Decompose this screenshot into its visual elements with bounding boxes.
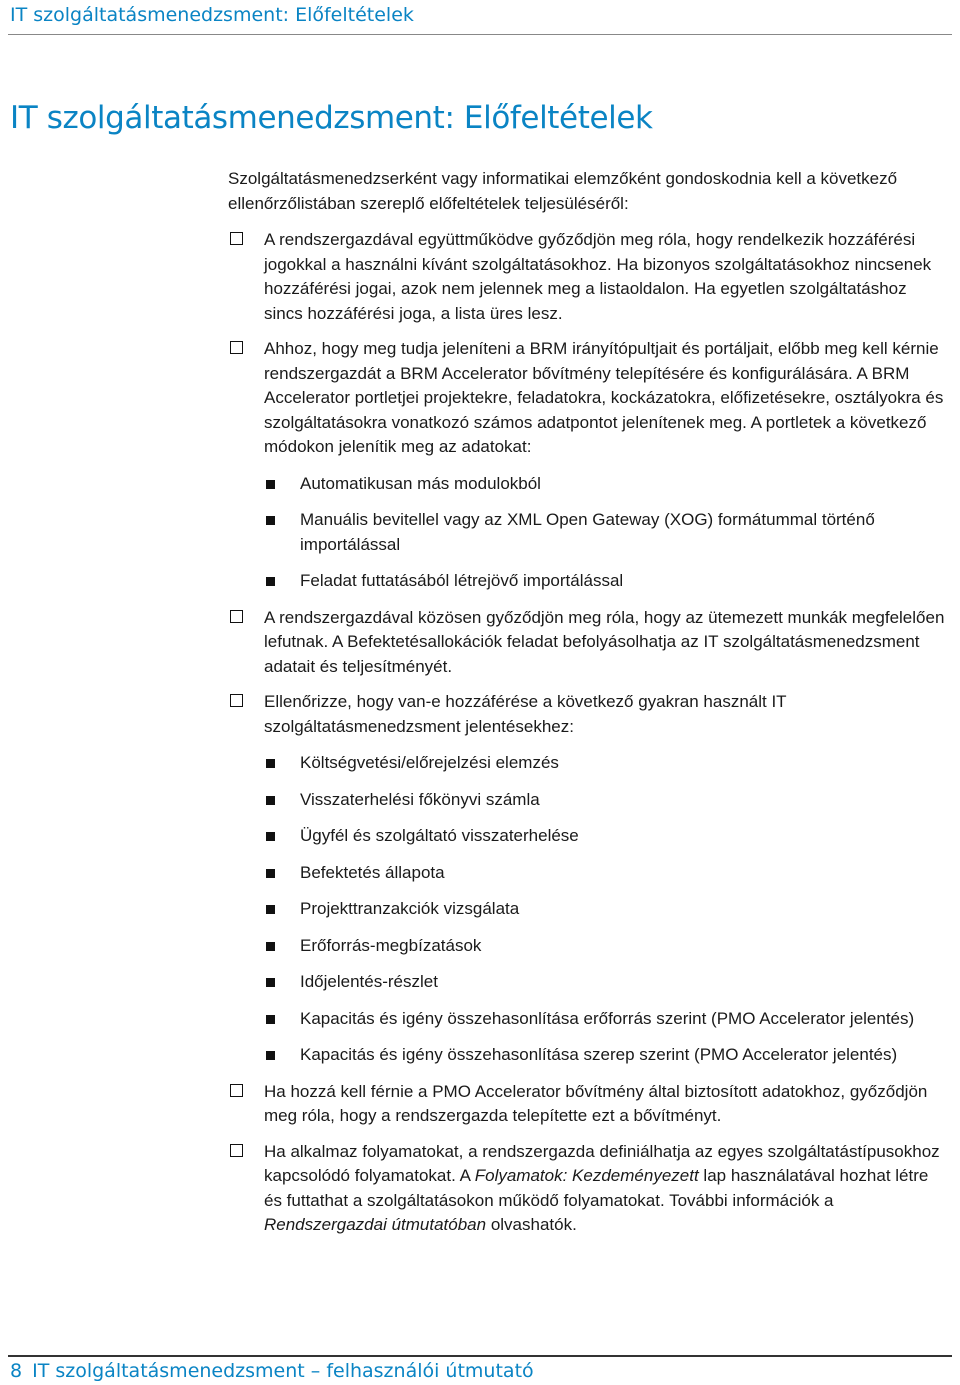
checklist-item [228,337,948,594]
square-bullet-icon [266,480,275,489]
sub-bullet-text: Ügyfél és szolgáltató visszaterhelése [300,826,579,845]
ui-reference-italic: Folyamatok: Kezdeményezett [474,1166,699,1185]
text-segment: Ha alkalmaz folyamatokat, a rendszergazda definiálhatja az egyes szolgáltatástípusokhoz kapcsolódó folyamatokat. A [264,1141,940,1185]
page-footer [10,1360,534,1382]
sub-bullet-item [264,861,948,886]
guide-reference-italic: Rendszergazdai útmutatóban [264,1215,487,1234]
sub-bullet-item [264,751,948,776]
text-segment: olvashatók. [486,1215,577,1234]
sub-bullet-text: Költségvetési/előrejelzési elemzés [300,753,559,772]
checkbox-icon [230,341,243,354]
footer-label: IT szolgáltatásmenedzsment – felhasználói útmutató [32,1360,534,1382]
sub-bullet-text: Időjelentés-részlet [300,972,438,991]
checklist-item [228,1140,948,1238]
square-bullet-icon [266,796,275,805]
header-rule [8,34,952,35]
checkbox-icon [230,694,243,707]
square-bullet-icon [266,905,275,914]
square-bullet-icon [266,1051,275,1060]
page-number: 8 [10,1360,23,1382]
sub-bullet-text: Kapacitás és igény összehasonlítása erőforrás szerint (PMO Accelerator jelentés) [300,1008,915,1028]
sub-bullet-item [264,472,948,497]
intro-paragraph: Szolgáltatásmenedzserként vagy informatikai elemzőként gondoskodnia kell a következő ellenőrzőlistában szereplő előfeltételek teljesüléséről: [228,169,898,213]
checklist-item [228,1080,948,1129]
sub-bullet-item [264,788,948,813]
checklist-item-text: A rendszergazdával közösen győződjön meg róla, hogy az ütemezett munkák megfelelően lefutnak. A Befektetésallokációk feladat befolyásolhatja az IT szolgáltatásmenedzsment adatait és teljesítményét. [264,607,945,676]
square-bullet-icon [266,1015,275,1024]
checkbox-icon [230,232,243,245]
sub-bullet-text: Visszaterhelési főkönyvi számla [300,789,540,809]
square-bullet-icon [266,832,275,841]
sub-bullet-text: Manuális bevitellel vagy az XML Open Gateway (XOG) formátummal történő importálással [300,510,875,554]
sub-bullet-text: Erőforrás-megbízatások [300,935,482,955]
sub-bullet-text: Kapacitás és igény összehasonlítása szerep szerint (PMO Accelerator jelentés) [300,1045,898,1064]
checklist-item-text [264,1140,948,1238]
sub-bullet-item [264,970,948,995]
checkbox-icon [230,610,243,623]
square-bullet-icon [266,869,275,878]
square-bullet-icon [266,577,275,586]
sub-bullet-item [264,934,948,959]
running-header: IT szolgáltatásmenedzsment: Előfeltételek [10,4,414,26]
sub-bullet-text: Projekttranzakciók vizsgálata [300,899,520,918]
checklist-item-text: A rendszergazdával együttműködve győződjön meg róla, hogy rendelkezik hozzáférési jogokkal a használni kívánt szolgáltatásokhoz. Ha bizonyos szolgáltatásokhoz nincsenek hozzáférési jogai, azok nem jelennek meg a listaoldalon. Ha egyetlen szolgáltatáshoz sincs hozzáférési joga, a lista üres lesz. [264,230,932,323]
sub-bullet-item [264,508,948,557]
sub-bullet-item [264,897,948,922]
checkbox-icon [230,1084,243,1097]
sub-bullet-list [264,751,948,1068]
checklist-item-text: Ellenőrizze, hogy van-e hozzáférése a következő gyakran használt IT szolgáltatásmenedzsment jelentésekhez: [264,692,787,736]
checklist [228,228,948,1249]
checkbox-icon [230,1144,243,1157]
checklist-item [228,690,948,1068]
sub-bullet-item [264,1007,948,1032]
square-bullet-icon [266,759,275,768]
square-bullet-icon [266,516,275,525]
sub-bullet-item [264,824,948,849]
checklist-item-text: Ha hozzá kell férnie a PMO Accelerator bővítmény által biztosított adatokhoz, győződjön meg róla, hogy a rendszergazda telepítette ezt a bővítményt. [264,1081,928,1125]
square-bullet-icon [266,978,275,987]
sub-bullet-list [264,472,948,594]
sub-bullet-text: Feladat futtatásából létrejövő importálással [300,571,624,590]
footer-rule [8,1355,952,1357]
sub-bullet-item [264,569,948,594]
sub-bullet-text: Befektetés állapota [300,862,445,882]
square-bullet-icon [266,942,275,951]
page-title: IT szolgáltatásmenedzsment: Előfeltételek [10,100,653,136]
sub-bullet-text: Automatikusan más modulokból [300,473,541,493]
checklist-item [228,606,948,680]
sub-bullet-item [264,1043,948,1068]
checklist-item [228,228,948,326]
checklist-item-text: Ahhoz, hogy meg tudja jeleníteni a BRM irányítópultjait és portáljait, előbb meg kell kérnie rendszergazdát a BRM Accelerator bővítmény telepítésére és konfigurálására. A BRM Accelerator portletjei projektekre, feladatokra, kockázatokra, előfizetésekre, osztályokra és szolgáltatásokra vonatkozó számos adatpontot jelenítenek meg. A portletek a következő módokon jelenítik meg az adatokat: [264,339,944,456]
text-segment: lap használatával hozhat létre és futtathat a szolgáltatásokon működő folyamatokat. További információk a [264,1166,929,1210]
